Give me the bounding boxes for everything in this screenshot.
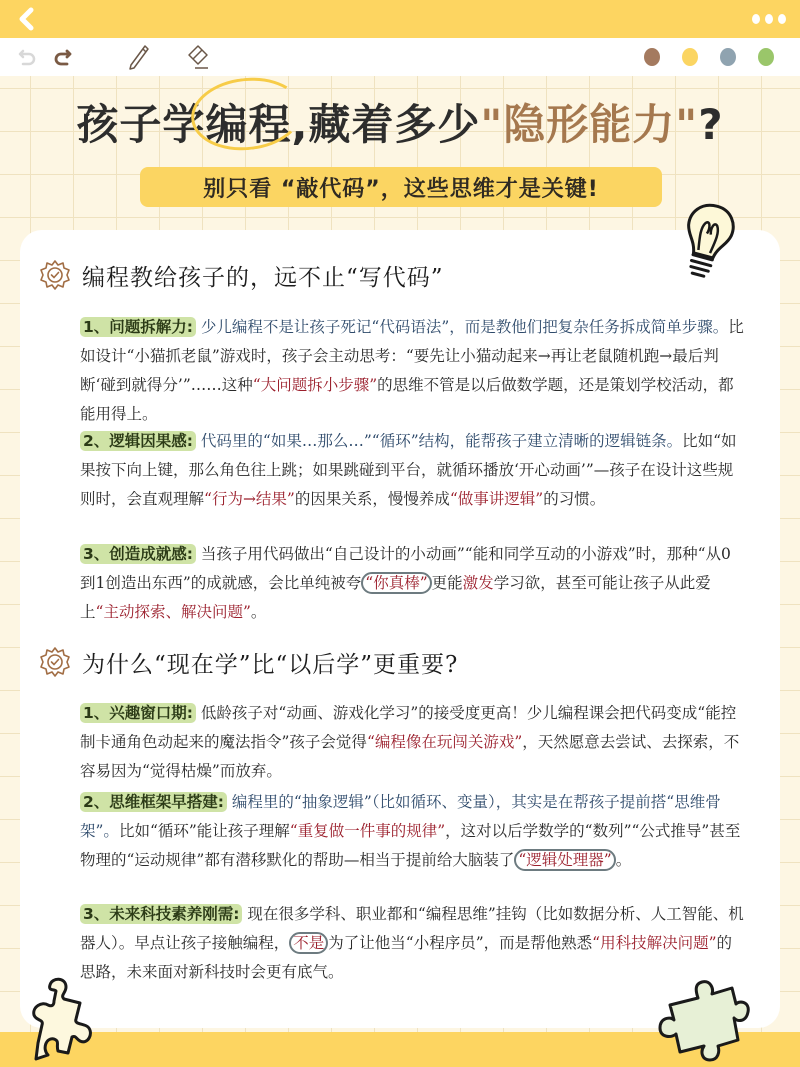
item-text: 现在很多学科、职业都和“编程思维”挂钩（比如数据分析、人工智能、机器人）。早点让孩子接触编程，: [80, 905, 744, 952]
item-text: 。: [250, 603, 267, 621]
pencil-tool[interactable]: [126, 44, 152, 70]
color-swatch-yellow[interactable]: [682, 48, 698, 66]
title-part1: 孩子学: [76, 100, 206, 149]
item-text: 更能: [431, 574, 463, 592]
circled-text: “逻辑处理器”: [514, 849, 615, 871]
subtitle-banner: 别只看 “敲代码”，这些思维才是关键!: [140, 167, 662, 207]
item-text: 为了让他当“小程序员”，而是帮他熟悉: [328, 934, 593, 952]
section2-item1: [80, 699, 744, 786]
highlight-text: “用科技解决问题”: [592, 934, 717, 952]
puzzle-piece-icon: [650, 970, 750, 1065]
more-dot: [778, 14, 786, 24]
top-bar: [0, 0, 800, 38]
title-end: ?: [698, 100, 724, 149]
section-title-1: [38, 258, 448, 292]
color-swatch-blue[interactable]: [720, 48, 736, 66]
title-accent: "隐形能力": [480, 100, 699, 149]
item-label: 2、逻辑因果感:: [80, 431, 196, 451]
item-text: 。: [615, 851, 632, 869]
item-text: 少儿编程不是让孩子死记“代码语法”，而是教他们把复杂任务拆成简单步骤。: [200, 318, 729, 336]
redo-icon: [53, 47, 73, 67]
item-text: 比如“如果按下向上键，那么角色往上跳；如果跳碰到平台，就循环播放‘开心动画’”—孩子在设计这些规则时，会直观理解: [80, 432, 737, 508]
more-dots-icon: [752, 14, 760, 24]
chevron-left-icon: [17, 7, 35, 31]
highlight-text: “编程像在玩闯关游戏”: [366, 733, 523, 751]
section-title-2: [38, 645, 462, 679]
section-title-text: 编程教给孩子的，远不止“写代码”: [82, 264, 444, 291]
undo-icon: [17, 47, 37, 67]
lightbulb-icon: [672, 200, 742, 290]
item-text: 比如“循环”能让孩子理解: [118, 822, 290, 840]
highlight-text: “做事讲逻辑”: [449, 490, 544, 508]
highlight-text: “重复做一件事的规律”: [289, 822, 446, 840]
item-text: 低龄孩子对“动画、游戏化学习”的接受度更高！少儿编程课会把代码变成“能控制卡通角色动起来的魔法指令”孩子会觉得: [80, 704, 737, 751]
color-palette: [644, 48, 774, 66]
undo-button[interactable]: [14, 44, 40, 70]
item-text: 编程里的“抽象逻辑”（比如循环、变量），其实是在帮孩子提前搭“思维骨架”。: [80, 793, 721, 840]
eraser-tool[interactable]: [186, 44, 212, 70]
highlight-text: 激发: [462, 574, 494, 592]
item-text: 代码里的“如果…那么…”“循环”结构，能帮孩子建立清晰的逻辑链条。: [200, 432, 683, 450]
item-text: 的思路，未来面对新科技时会更有底气。: [80, 934, 733, 981]
item-text: 当孩子用代码做出“自己设计的小动画”“能和同学互动的小游戏”时，那种“从0到1创造出东西”的成就感，会比单纯被夸: [80, 545, 731, 592]
circled-text: “你真棒”: [361, 572, 431, 594]
section1-item3: [80, 540, 744, 627]
gear-check-icon: [38, 645, 72, 679]
item-text: 比如设计“小猫抓老鼠”游戏时，孩子会主动思考：“要先让小猫动起来→再让老鼠随机跑→最后判断‘碰到就得分’”……这种: [80, 318, 744, 394]
puzzle-piece-icon: [30, 975, 105, 1065]
highlight-text: “主动探索、解决问题”: [95, 603, 251, 621]
back-button[interactable]: [14, 7, 38, 31]
section1-item2: [80, 427, 744, 514]
item-text: ，天然愿意去尝试、去探索，不容易因为“觉得枯燥”而放弃。: [80, 733, 740, 780]
item-label: 3、创造成就感:: [80, 544, 196, 564]
highlight-text: “行为→结果”: [204, 490, 295, 508]
item-text: 学习欲，甚至可能让孩子从此爱上: [80, 574, 711, 621]
eraser-icon: [186, 43, 212, 71]
item-text: 的思维不管是以后做数学题，还是策划学校活动，都能用得上。: [80, 376, 734, 423]
item-text: 的习惯。: [543, 490, 606, 508]
redo-button[interactable]: [50, 44, 76, 70]
item-text: ，这对以后学数学的“数列”“公式推导”甚至物理的“运动规律”都有潜移默化的帮助—相当于提前给大脑装了: [80, 822, 741, 869]
section2-item3: [80, 900, 744, 987]
color-swatch-green[interactable]: [758, 48, 774, 66]
title-circled: 编程: [205, 92, 291, 152]
more-dot: [765, 14, 773, 24]
more-button[interactable]: [752, 14, 786, 24]
gear-check-icon: [38, 258, 72, 292]
drawing-toolbar: [0, 38, 800, 76]
section1-item1: [80, 313, 744, 429]
item-label: 1、兴趣窗口期:: [80, 703, 196, 723]
item-text: 的因果关系，慢慢养成: [294, 490, 450, 508]
item-label: 3、未来科技素养刚需:: [80, 904, 242, 924]
section-title-text: 为什么“现在学”比“以后学”更重要?: [82, 651, 459, 678]
highlight-text: “大问题拆小步骤”: [252, 376, 378, 394]
pencil-icon: [127, 43, 151, 71]
color-swatch-brown[interactable]: [644, 48, 660, 66]
circled-text: 不是: [289, 932, 328, 954]
title-part2: ,藏着多少: [291, 100, 481, 149]
section2-item2: [80, 788, 744, 875]
page-title: [0, 92, 800, 152]
item-label: 2、思维框架早搭建:: [80, 792, 227, 812]
item-label: 1、问题拆解力:: [80, 317, 196, 337]
